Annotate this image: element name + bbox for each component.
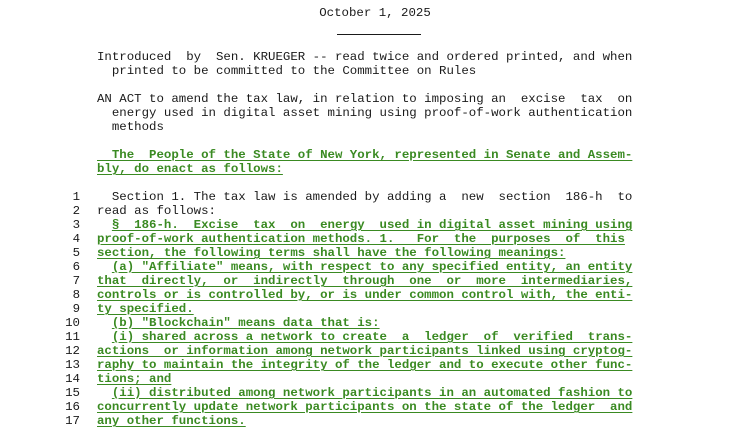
bill-text-line: concurrently update network participants on the state of the ledger and (97, 400, 633, 414)
act-title-line-1: AN ACT to amend the tax law, in relation to imposing an excise tax on (97, 92, 633, 106)
line-number: 12 (65, 344, 80, 358)
bill-text-line: that directly, or indirectly through one or more intermediaries, (97, 274, 633, 288)
line-number: 1 (72, 190, 80, 204)
bill-text-line: (ii) distributed among network participants in an automated fashion to (111, 386, 633, 400)
line-number: 7 (72, 274, 80, 288)
bill-text-line: proof-of-work authentication methods. 1. For the purposes of this (97, 232, 625, 246)
bill-text-line: ty specified. (97, 302, 194, 316)
bill-text-line: any other functions. (97, 414, 246, 428)
line-number: 15 (65, 386, 80, 400)
line-number: 14 (65, 372, 80, 386)
bill-text-line: (b) "Blockchain" means data that is: (111, 316, 380, 330)
line-number: 13 (65, 358, 80, 372)
line-number: 5 (72, 246, 80, 260)
bill-text-line: tions; and (97, 372, 172, 386)
bill-text-line: Section 1. The tax law is amended by adding a new section 186-h to (97, 190, 633, 204)
bill-text-line: § 186-h. Excise tax on energy used in digital asset mining using (111, 218, 633, 232)
act-title-line-2: energy used in digital asset mining using proof-of-work authentication (97, 106, 633, 120)
bill-text-line: actions or information among network participants linked using cryptog- (97, 344, 633, 358)
line-number: 11 (65, 330, 80, 344)
introduction-line-1: Introduced by Sen. KRUEGER -- read twice and ordered printed, and when (97, 50, 633, 64)
line-number: 4 (72, 232, 80, 246)
line-number: 10 (65, 316, 80, 330)
line-number: 6 (72, 260, 80, 274)
bill-text-line: raphy to maintain the integrity of the ledger and to execute other func- (97, 358, 633, 372)
line-number: 3 (72, 218, 80, 232)
line-number: 2 (72, 204, 80, 218)
document-date: October 1, 2025 (319, 6, 431, 20)
enacting-clause-line-1: The People of the State of New York, represented in Senate and Assem- (97, 148, 633, 162)
bill-text-line: controls or is controlled by, or is under common control with, the enti- (97, 288, 633, 302)
bill-text-line: section, the following terms shall have the following meanings: (97, 246, 566, 260)
line-number: 17 (65, 414, 80, 428)
bill-text-line: (a) "Affiliate" means, with respect to any specified entity, an entity (111, 260, 633, 274)
date-divider (337, 34, 421, 35)
act-title-line-3: methods (97, 120, 164, 134)
introduction-line-2: printed to be committed to the Committee on Rules (97, 64, 477, 78)
line-number: 9 (72, 302, 80, 316)
line-number: 8 (72, 288, 80, 302)
bill-text-line: read as follows: (97, 204, 216, 218)
bill-text-line: (i) shared across a network to create a ledger of verified trans- (111, 330, 633, 344)
line-number: 16 (65, 400, 80, 414)
enacting-clause-line-2: bly, do enact as follows: (97, 162, 283, 176)
